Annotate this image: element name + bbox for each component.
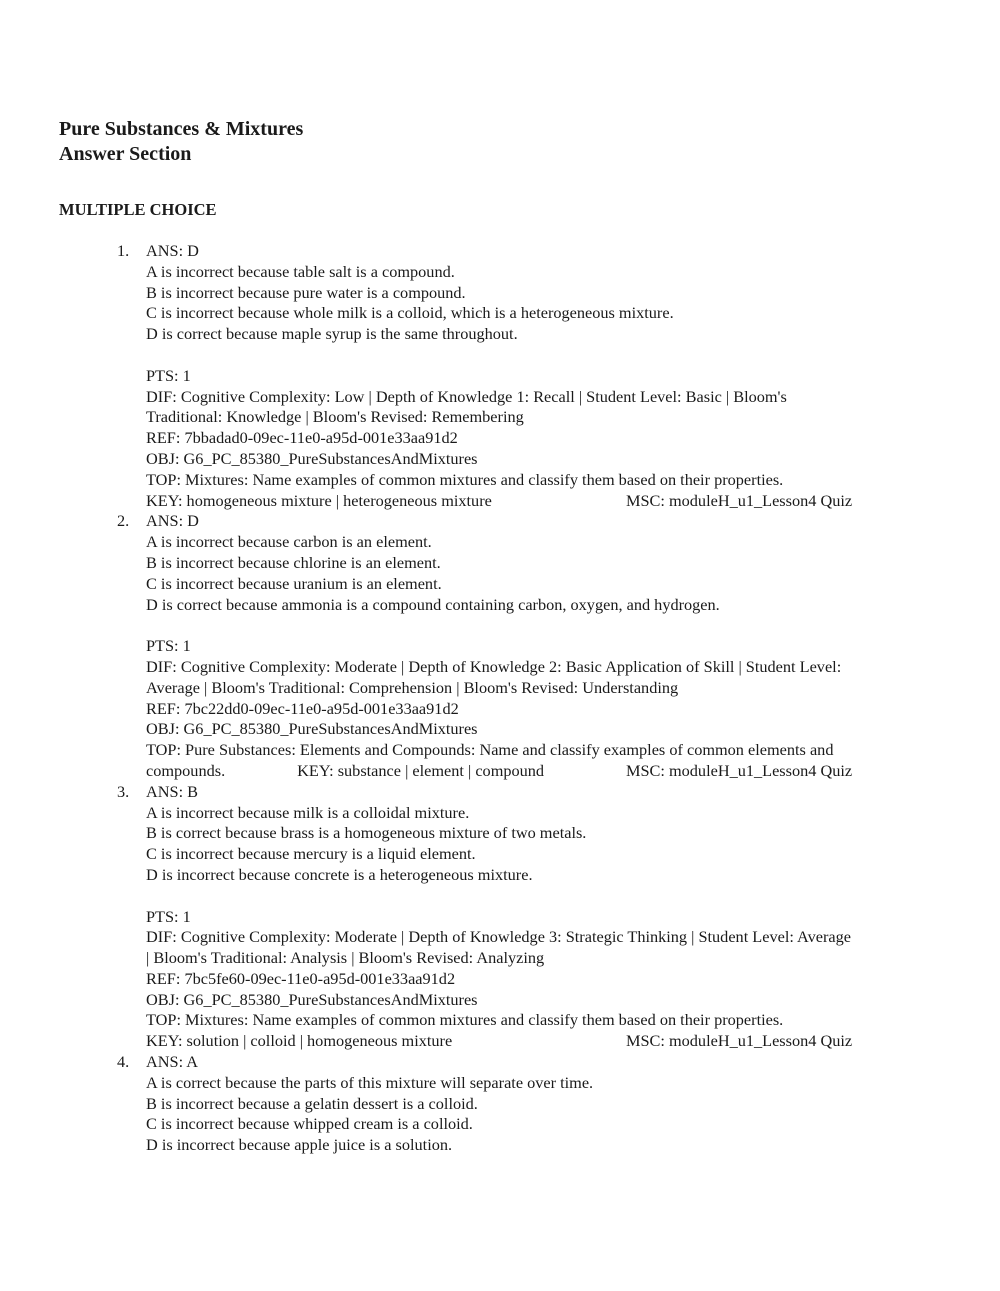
question-number: 1.	[117, 241, 130, 260]
objective: OBJ: G6_PC_85380_PureSubstancesAndMixtures	[146, 989, 478, 1009]
keywords: KEY: substance | element | compound	[297, 760, 545, 780]
title-line-2: Answer Section	[59, 143, 192, 165]
explanation-b: B is incorrect because pure water is a compound.	[146, 282, 466, 302]
explanation-d: D is incorrect because apple juice is a solution.	[146, 1135, 453, 1155]
topic: TOP: Mixtures: Name examples of common mixtures and classify them based on their properties.	[146, 1010, 784, 1030]
question-number: 4.	[117, 1052, 130, 1072]
answer-item-3	[0, 782, 1000, 1052]
difficulty-line-1: DIF: Cognitive Complexity: Low | Depth of Knowledge 1: Recall | Student Level: Basic | Bloom's	[146, 386, 787, 406]
explanation-c: C is incorrect because uranium is an element.	[146, 573, 442, 593]
difficulty-line-2: Traditional: Knowledge | Bloom's Revised: Remembering	[146, 407, 524, 427]
objective: OBJ: G6_PC_85380_PureSubstancesAndMixtures	[146, 448, 478, 468]
answer-item-1	[0, 241, 1000, 511]
reference-id: REF: 7bbadad0-09ec-11e0-a95d-001e33aa91d2	[146, 428, 458, 448]
difficulty-line-1: DIF: Cognitive Complexity: Moderate | Depth of Knowledge 2: Basic Application of Skill | Student Level:	[146, 656, 842, 676]
reference-id: REF: 7bc22dd0-09ec-11e0-a95d-001e33aa91d2	[146, 698, 459, 718]
answer-letter: ANS: A	[146, 1052, 199, 1072]
points: PTS: 1	[146, 906, 191, 926]
question-number: 2.	[117, 511, 130, 531]
difficulty-line-1: DIF: Cognitive Complexity: Moderate | Depth of Knowledge 3: Strategic Thinking | Student Level: Average	[146, 927, 851, 947]
topic: TOP: Mixtures: Name examples of common mixtures and classify them based on their properties.	[146, 469, 784, 489]
explanation-a: A is incorrect because carbon is an element.	[146, 532, 432, 552]
document-title	[59, 117, 303, 167]
answer-letter: ANS: B	[146, 781, 199, 801]
objective: OBJ: G6_PC_85380_PureSubstancesAndMixtures	[146, 719, 478, 739]
explanation-c: C is incorrect because whole milk is a colloid, which is a heterogeneous mixture.	[146, 303, 674, 323]
answer-item-2	[0, 511, 1000, 781]
explanation-d: D is incorrect because concrete is a heterogeneous mixture.	[146, 864, 533, 884]
points: PTS: 1	[146, 365, 191, 385]
title-line-1: Pure Substances & Mixtures	[59, 118, 304, 140]
section-heading: MULTIPLE CHOICE	[59, 200, 217, 219]
msc-label: MSC: moduleH_u1_Lesson4 Quiz	[626, 490, 853, 510]
explanation-d: D is correct because maple syrup is the same throughout.	[146, 324, 518, 344]
explanation-c: C is incorrect because mercury is a liquid element.	[146, 844, 476, 864]
answer-letter: ANS: D	[146, 511, 199, 531]
msc-label: MSC: moduleH_u1_Lesson4 Quiz	[626, 1031, 853, 1051]
answer-letter: ANS: D	[146, 241, 199, 260]
answer-item-4	[0, 1052, 1000, 1156]
topic-line-1: TOP: Pure Substances: Elements and Compounds: Name and classify examples of common elements and	[146, 740, 834, 760]
keywords: KEY: homogeneous mixture | heterogeneous mixture	[146, 490, 492, 510]
explanation-c: C is incorrect because whipped cream is a colloid.	[146, 1114, 473, 1134]
msc-label: MSC: moduleH_u1_Lesson4 Quiz	[626, 760, 853, 780]
answer-list	[0, 241, 1000, 1156]
difficulty-line-2: | Bloom's Traditional: Analysis | Bloom's Revised: Analyzing	[146, 948, 545, 968]
explanation-a: A is correct because the parts of this mixture will separate over time.	[146, 1072, 594, 1092]
difficulty-line-2: Average | Bloom's Traditional: Comprehension | Bloom's Revised: Understanding	[146, 677, 679, 697]
explanation-d: D is correct because ammonia is a compound containing carbon, oxygen, and hydrogen.	[146, 594, 720, 614]
keywords: KEY: solution | colloid | homogeneous mixture	[146, 1031, 453, 1051]
explanation-a: A is incorrect because table salt is a compound.	[146, 261, 455, 281]
explanation-b: B is correct because brass is a homogeneous mixture of two metals.	[146, 823, 587, 843]
topic-line-2: compounds.	[146, 760, 226, 780]
question-number: 3.	[117, 781, 130, 801]
explanation-a: A is incorrect because milk is a colloidal mixture.	[146, 802, 470, 822]
reference-id: REF: 7bc5fe60-09ec-11e0-a95d-001e33aa91d2	[146, 968, 456, 988]
points: PTS: 1	[146, 636, 191, 656]
explanation-b: B is incorrect because a gelatin dessert is a colloid.	[146, 1093, 478, 1113]
explanation-b: B is incorrect because chlorine is an element.	[146, 552, 441, 572]
